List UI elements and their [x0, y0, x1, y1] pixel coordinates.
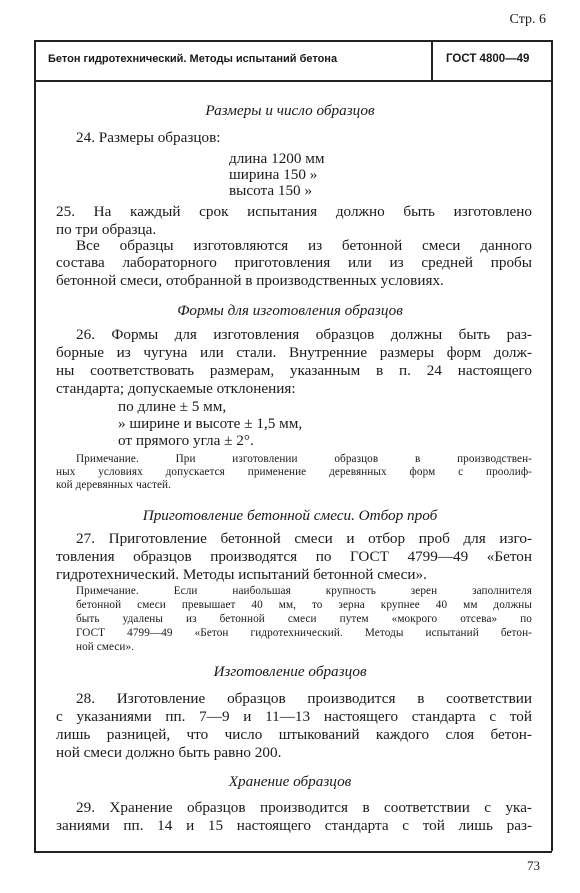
- dimension-height: высота 150 »: [229, 182, 313, 199]
- note-mix-line: ной смеси».: [76, 641, 135, 653]
- clause-25-line: 25. На каждый срок испытания должно быть изготовлено: [56, 203, 532, 220]
- clause-25-line: состава лабораторного приготовления или из средней пробы: [56, 254, 532, 271]
- page-label: Стр. 6: [509, 12, 546, 27]
- section-heading-mix: Приготовление бетонной смеси. Отбор проб: [142, 507, 438, 524]
- clause-24: 24. Размеры образцов:: [76, 129, 221, 146]
- clause-26-line: 26. Формы для изготовления образцов должны быть раз-: [76, 326, 532, 343]
- note-mix-line: Примечание. Если наибольшая крупность зерен заполнителя: [76, 585, 532, 597]
- clause-27-line: товления образцов производятся по ГОСТ 4799—49 «Бетон: [56, 548, 532, 565]
- dimension-width: ширина 150 »: [229, 166, 318, 183]
- header-standard: ГОСТ 4800—49: [446, 53, 530, 65]
- header-bottom-line: [34, 80, 552, 82]
- clause-26-line: ны соответствовать размерам, указанным в п. 24 настоящего: [56, 362, 532, 379]
- clause-27-line: гидротехнический. Методы испытаний бетонной смеси».: [56, 566, 427, 583]
- clause-28-line: лишь разницей, что число штыкований каждого слоя бетон-: [56, 726, 532, 743]
- clause-28-line: ной смеси должно быть равно 200.: [56, 744, 282, 761]
- tolerance-length: по длине ± 5 мм,: [118, 398, 227, 415]
- note-mix-line: ГОСТ 4799—49 «Бетон гидротехнический. Методы испытаний бетон-: [76, 627, 532, 639]
- frame-right-line: [551, 40, 553, 851]
- header-title: Бетон гидротехнический. Методы испытаний бетона: [48, 53, 338, 65]
- section-heading-forms: Формы для изготовления образцов: [177, 302, 403, 319]
- clause-29-line: заниями пп. 14 и 15 настоящего стандарта с той лишь раз-: [56, 817, 532, 834]
- note-forms-line: Примечание. При изготовлении образцов в производствен-: [76, 453, 532, 465]
- note-forms-line: кой деревянных частей.: [56, 479, 172, 491]
- note-mix-line: бетонной смеси превышает 40 мм, то зерна крупнее 40 мм должны: [76, 599, 532, 611]
- clause-25-line: по три образца.: [56, 221, 157, 238]
- frame-bottom-line: [34, 851, 552, 853]
- clause-25-line: бетонной смеси, отобранной в производственных условиях.: [56, 272, 444, 289]
- clause-25-line: Все образцы изготовляются из бетонной смеси данного: [76, 237, 532, 254]
- clause-28-line: 28. Изготовление образцов производится в соответствии: [76, 690, 532, 707]
- section-heading-making: Изготовление образцов: [213, 663, 367, 680]
- section-heading-storage: Хранение образцов: [228, 773, 352, 790]
- tolerance-angle: от прямого угла ± 2°.: [118, 432, 254, 449]
- frame-top-line: [34, 40, 552, 42]
- clause-27-line: 27. Приготовление бетонной смеси и отбор проб для изго-: [76, 530, 532, 547]
- footer-page-number: 73: [527, 858, 540, 873]
- clause-26-line: борные из чугуна или стали. Внутренние размеры форм долж-: [56, 344, 532, 361]
- header-divider: [431, 40, 433, 80]
- note-forms-line: ных условиях допускается применение деревянных форм с проолиф-: [56, 466, 532, 478]
- tolerance-width-height: » ширине и высоте ± 1,5 мм,: [118, 415, 303, 432]
- dimension-length: длина 1200 мм: [229, 150, 325, 167]
- note-mix-line: быть удалены из бетонной смеси путем «мокрого отсева» по: [76, 613, 532, 625]
- clause-28-line: с указаниями пп. 7—9 и 11—13 настоящего стандарта с той: [56, 708, 532, 725]
- clause-26-line: стандарта; допускаемые отклонения:: [56, 380, 296, 397]
- clause-29-line: 29. Хранение образцов производится в соответствии с ука-: [76, 799, 532, 816]
- section-heading-sizes: Размеры и число образцов: [205, 102, 375, 119]
- frame-left-line: [34, 40, 36, 851]
